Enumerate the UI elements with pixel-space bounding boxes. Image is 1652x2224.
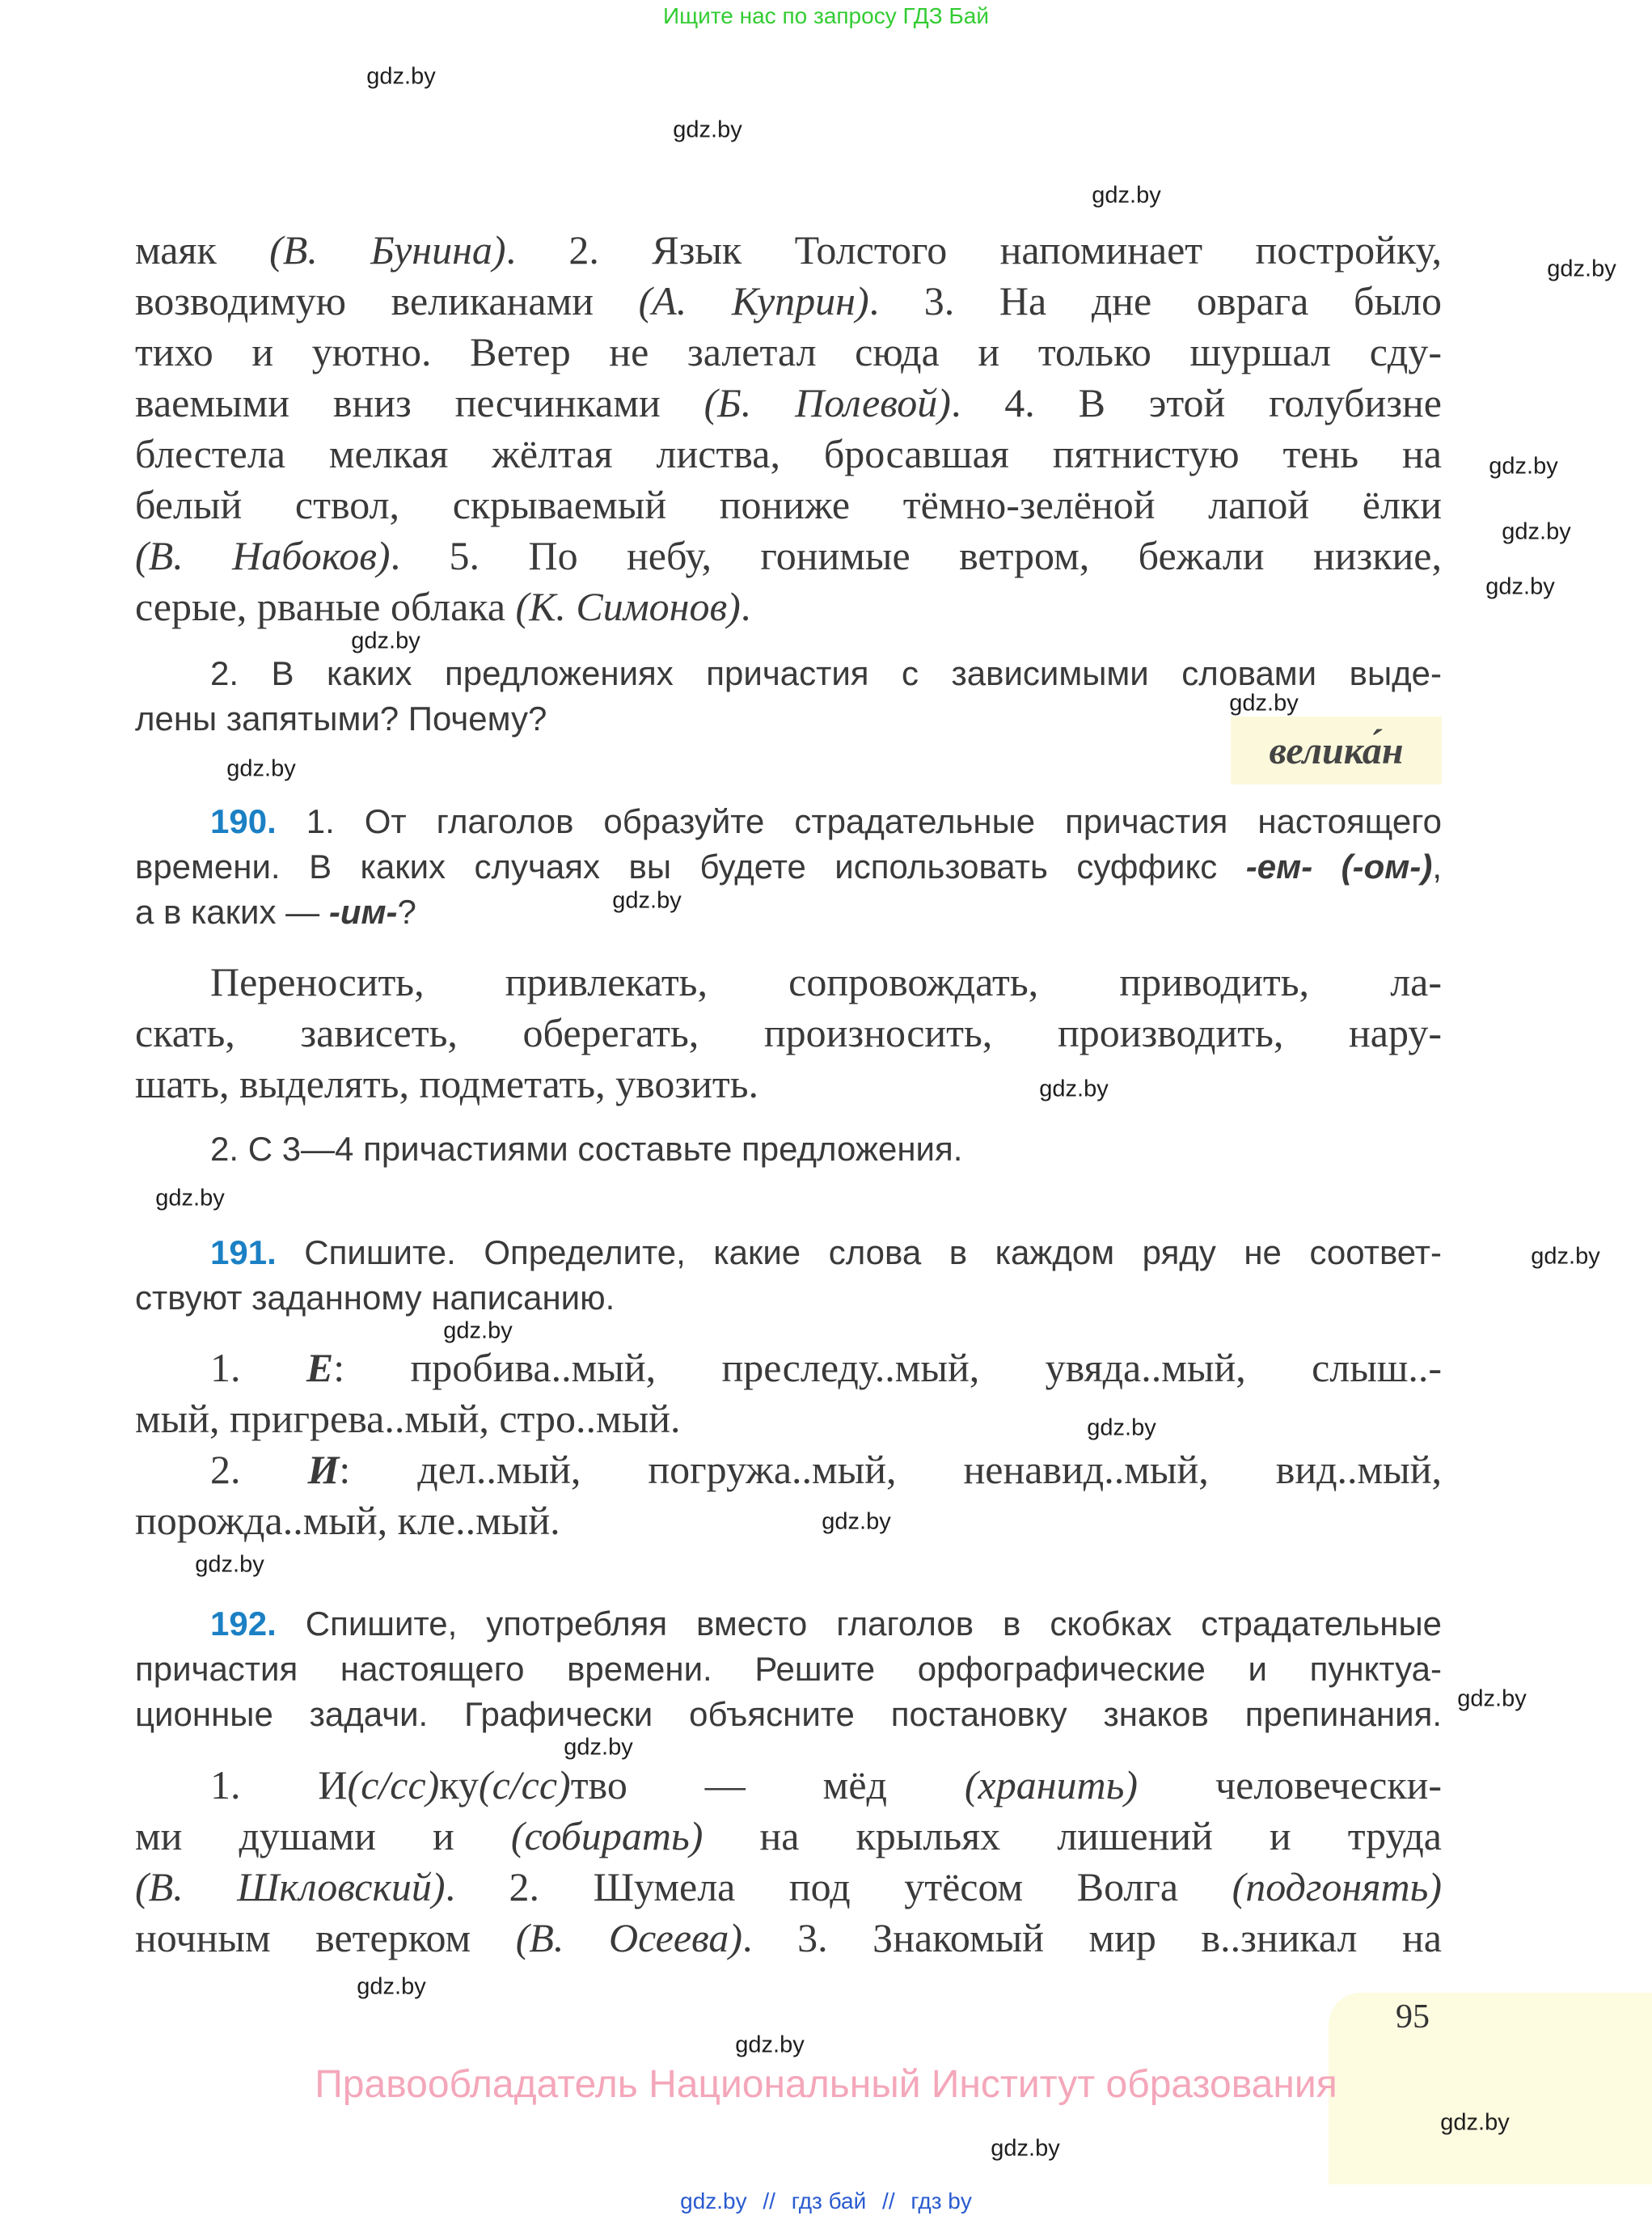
exercise-191-task-line <box>135 1279 615 1317</box>
footer-link-gdz-by[interactable]: gdz.by <box>680 2188 747 2213</box>
watermark-text: gdz.by <box>1489 453 1558 480</box>
watermark-text: gdz.by <box>443 1317 513 1344</box>
watermark-text: gdz.by <box>564 1734 633 1761</box>
text-segment: ваемыми вниз песчинками <box>135 380 704 425</box>
exercise-192-task-line <box>135 1650 1442 1689</box>
watermark-text: gdz.by <box>1087 1414 1156 1441</box>
exercise-189-text-line <box>135 278 1442 323</box>
italic-text: (В. Шкловский) <box>135 1864 446 1909</box>
emphasis-text: Е <box>306 1345 334 1390</box>
text-segment: 1. И <box>210 1762 348 1808</box>
text-segment: на крыльях лишений и труда <box>703 1813 1443 1858</box>
exercise-192-task-line <box>210 1605 1442 1643</box>
footer-link-gdz-by-ru[interactable]: гдз by <box>911 2188 972 2213</box>
exercise-192-task-line <box>135 1695 1442 1734</box>
footer-links <box>675 2188 977 2214</box>
text-segment: причастия настоящего времени. Решите орфографические и пунктуа- <box>135 1650 1442 1688</box>
watermark-text: gdz.by <box>1229 690 1299 717</box>
italic-text: (хранить) <box>964 1762 1139 1808</box>
exercise-190-task-2-line <box>210 1130 962 1169</box>
text-segment: 2. С 3—4 причастиями составьте предложения. <box>210 1130 963 1168</box>
vocabulary-word-box <box>1231 717 1442 784</box>
exercise-189-task-2-line <box>210 654 1442 693</box>
emphasis-text: И <box>307 1447 340 1492</box>
exercise-189-text-line <box>135 380 1442 425</box>
text-segment: Спишите, употребляя вместо глаголов в скобках страдательные <box>276 1605 1442 1643</box>
watermark-text: gdz.by <box>612 887 682 914</box>
italic-text: (подгонять) <box>1232 1864 1442 1909</box>
text-segment: времени. В каких случаях вы будете использовать суффикс <box>135 848 1246 886</box>
watermark-text: gdz.by <box>1039 1076 1109 1102</box>
exercise-190-words-line <box>135 1061 758 1106</box>
text-segment: ку <box>439 1762 479 1808</box>
watermark-text: gdz.by <box>1502 518 1571 545</box>
watermark-text: gdz.by <box>735 2032 805 2058</box>
exercise-189-text-line <box>135 431 1442 476</box>
copyright-notice: Правообладатель Национальный Институт образования <box>315 2063 1337 2106</box>
watermark-text: gdz.by <box>351 628 420 654</box>
watermark-text: gdz.by <box>1440 2109 1510 2136</box>
text-segment: : пробива..мый, преследу..мый, увяда..мый, слыш..- <box>333 1345 1443 1390</box>
text-segment: шать, выделять, подметать, увозить. <box>135 1061 759 1106</box>
text-segment: белый ствол, скрываемый пониже тёмно-зелёной лапой ёлки <box>135 482 1442 527</box>
text-segment: Спишите. Определите, какие слова в каждом ряду не соответ- <box>276 1233 1442 1271</box>
text-segment: : дел..мый, погружа..мый, ненавид..мый, вид..мый, <box>339 1447 1443 1492</box>
italic-text: (В. Бунина) <box>269 227 506 273</box>
text-segment: . 3. Знакомый мир в..зникал на <box>742 1915 1442 1960</box>
watermark-text: gdz.by <box>1547 256 1616 282</box>
watermark-text: gdz.by <box>1457 1685 1527 1712</box>
text-segment: 1. <box>210 1345 306 1390</box>
exercise-number: 191. <box>210 1233 277 1271</box>
watermark-text: gdz.by <box>366 63 436 90</box>
text-segment: мый, пригрева..мый, стро..мый. <box>135 1396 681 1441</box>
exercise-189-text-line <box>135 329 1442 374</box>
text-segment: возводимую великанами <box>135 278 639 323</box>
exercise-191-words-line <box>135 1396 681 1441</box>
text-segment: серые, рваные облака <box>135 584 516 629</box>
text-segment: . 2. Шумела под утёсом Волга <box>445 1864 1232 1909</box>
exercise-191-words-line <box>210 1345 1442 1390</box>
text-segment: тво — мёд <box>570 1762 965 1808</box>
text-segment: ционные задачи. Графически объясните постановку знаков препинания. <box>135 1695 1442 1733</box>
exercise-192-text-line <box>210 1762 1442 1808</box>
emphasis-text: -им- <box>328 893 398 931</box>
exercise-191-task-line <box>210 1233 1442 1272</box>
text-segment: а в каких — <box>135 893 329 931</box>
text-segment: . 2. Язык Толстого напоминает постройку, <box>505 227 1442 273</box>
italic-text: (собирать) <box>510 1813 703 1858</box>
exercise-191-words-line <box>210 1447 1442 1492</box>
exercise-189-text-line <box>135 227 1442 273</box>
exercise-number: 192. <box>210 1605 277 1643</box>
exercise-189-text-line <box>135 482 1442 527</box>
watermark-text: gdz.by <box>155 1185 225 1211</box>
italic-text: (К. Симонов) <box>515 584 741 629</box>
footer-separator: // <box>882 2188 895 2213</box>
text-segment: Переносить, привлекать, сопровождать, приводить, ла- <box>210 959 1442 1004</box>
exercise-190-task-line <box>135 848 1442 886</box>
search-notice: Ищите нас по запросу ГДЗ Бай <box>662 3 990 28</box>
text-segment: 1. От глаголов образуйте страдательные причастия настоящего <box>276 802 1442 840</box>
footer-separator: // <box>763 2188 775 2213</box>
text-segment: ствуют заданному написанию. <box>135 1279 615 1317</box>
watermark-text: gdz.by <box>1531 1243 1600 1270</box>
text-segment: ми душами и <box>135 1813 511 1858</box>
watermark-text: gdz.by <box>1485 573 1555 600</box>
exercise-192-text-line <box>135 1915 1442 1960</box>
exercise-190-words-line <box>135 1010 1442 1055</box>
text-segment: ? <box>397 893 416 931</box>
text-segment: человечески- <box>1138 1762 1443 1808</box>
footer-link-gdz-bai[interactable]: гдз бай <box>791 2188 867 2213</box>
italic-text: (А. Куприн) <box>638 278 869 323</box>
text-segment: скать, зависеть, оберегать, произносить, производить, нару- <box>135 1010 1442 1055</box>
watermark-text: gdz.by <box>357 1973 426 2000</box>
watermark-text: gdz.by <box>1092 182 1161 209</box>
page-number-box <box>1329 1993 1652 2184</box>
exercise-190-task-line <box>135 893 416 932</box>
exercise-191-words-line <box>135 1498 560 1543</box>
watermark-text: gdz.by <box>991 2135 1060 2162</box>
exercise-189-text-line <box>135 533 1442 578</box>
text-segment: . <box>740 584 751 629</box>
emphasis-text: -ем- (-ом-) <box>1245 848 1433 886</box>
text-segment: маяк <box>135 227 270 273</box>
watermark-text: gdz.by <box>822 1508 891 1535</box>
text-segment: . 5. По небу, гонимые ветром, бежали низкие, <box>390 533 1442 578</box>
text-segment: . 4. В этой голубизне <box>950 380 1442 425</box>
italic-text: (с/сс) <box>478 1762 571 1808</box>
watermark-text: gdz.by <box>226 755 296 782</box>
text-segment: ночным ветерком <box>135 1915 516 1960</box>
text-segment: порожда..мый, кле..мый. <box>135 1498 560 1543</box>
text-segment: . 3. На дне оврага было <box>868 278 1442 323</box>
watermark-text: gdz.by <box>673 116 742 143</box>
exercise-number: 190. <box>210 802 277 840</box>
watermark-text: gdz.by <box>195 1551 264 1578</box>
italic-text: (В. Набоков) <box>135 533 391 578</box>
text-segment: 2. В каких предложениях причастия с зависимыми словами выде- <box>210 654 1442 692</box>
text-segment: блестела мелкая жёлтая листва, бросавшая пятнистую тень на <box>135 431 1442 476</box>
text-segment: лены запятыми? Почему? <box>135 700 547 738</box>
exercise-190-task-line <box>210 802 1442 841</box>
exercise-189-task-2-line <box>135 700 547 738</box>
italic-text: (Б. Полевой) <box>703 380 951 425</box>
vocabulary-word: велика́н <box>1269 729 1404 772</box>
exercise-190-words-line <box>210 959 1442 1004</box>
text-segment: тихо и уютно. Ветер не залетал сюда и только шуршал сду- <box>135 329 1442 374</box>
italic-text: (с/сс) <box>347 1762 440 1808</box>
text-segment: , <box>1432 848 1443 886</box>
italic-text: (В. Осеева) <box>515 1915 743 1960</box>
text-segment: 2. <box>210 1447 308 1492</box>
exercise-192-text-line <box>135 1813 1442 1858</box>
exercise-192-text-line <box>135 1864 1442 1909</box>
page-number: 95 <box>1396 1998 1430 2036</box>
exercise-189-text-line <box>135 584 750 629</box>
